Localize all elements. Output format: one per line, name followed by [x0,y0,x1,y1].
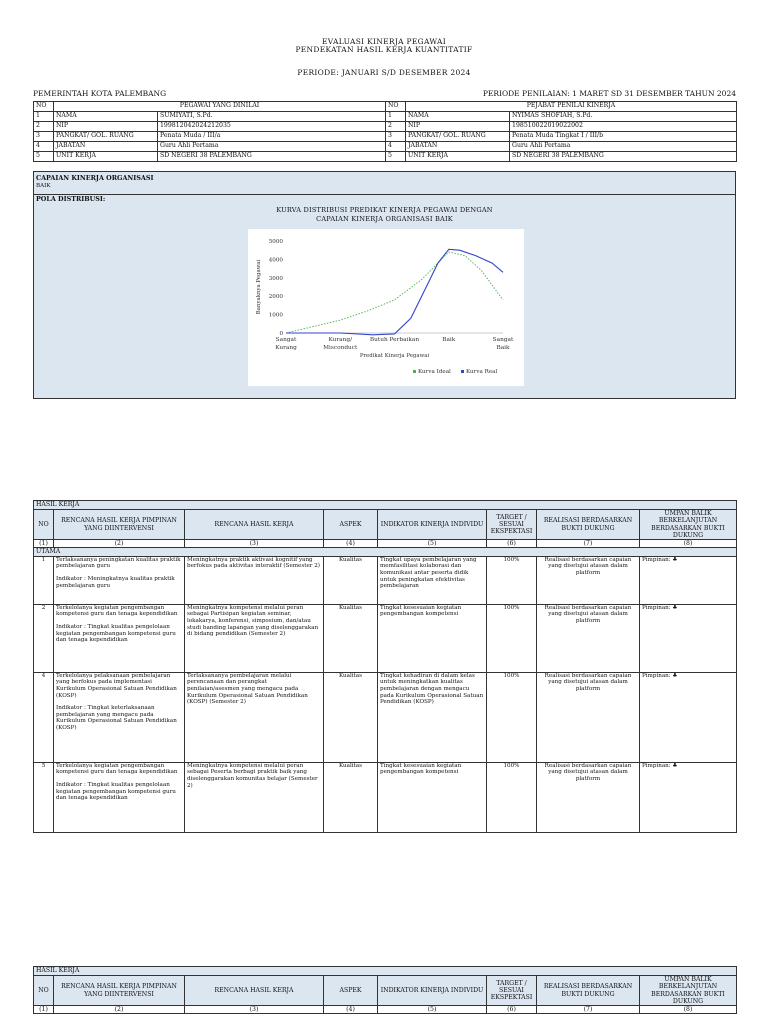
column-header: REALISASI BERDASARKAN BUKTI DUKUNG [537,510,640,540]
rated-employee-value: SUMIYATI, S.Pd. [158,112,386,122]
field-label: NIP [54,122,158,132]
leader-indicator-text: Indikator : Meningkatnya kualitas praktik pembelajaran guru [56,575,175,589]
x-tick-label: Baik [442,337,456,343]
aspect: Kualitas [324,604,378,672]
individual-indicator: Tingkat kesesuaian kegiatan pengembangan kompetensi [378,604,487,672]
rated-employee-value: Penata Muda / III/a [158,132,386,142]
band-label: UTAMA [34,548,737,556]
leader-plan-cell [54,762,185,832]
leader-plan-text: Terkelolanya kegiatan pengembangan kompetensi guru dan tenaga kependidikan [56,762,178,776]
y-tick-label: 4000 [268,257,283,264]
column-number: (5) [378,540,487,548]
leader-plan-text: Terlaksananya peningkatan kualitas praktik pembelajaran guru [56,556,181,570]
column-number: (4) [324,1006,378,1014]
column-number: (2) [54,1006,185,1014]
y-tick-label: 0 [279,331,283,337]
leader-plan-text: Terkelolanya pelaksanaan pembelajaran yang berfokus pada implementasi Kurikulum Operasional Satuan Pendidikan (KOSP) [56,672,177,699]
y-tick-label: 5000 [268,239,283,245]
column-header: RENCANA HASIL KERJA PIMPINAN YANG DIINTERVENSI [54,510,185,540]
field-label: PANGKAT/ GOL. RUANG [406,132,510,142]
row-number: 5 [386,152,406,162]
no-heading: NO [386,102,406,112]
column-number: (4) [324,540,378,548]
row-number: 2 [34,604,54,672]
field-label: UNIT KERJA [54,152,158,162]
identity-row [34,132,737,142]
row-number: 2 [34,122,54,132]
row-number: 2 [386,122,406,132]
band-row [34,548,737,556]
column-number: (6) [487,540,537,548]
column-number: (8) [640,540,737,548]
assessment-period: PERIODE PENILAIAN: 1 MARET SD 31 DESEMBER TAHUN 2024 [482,89,736,98]
leader-plan-cell [54,672,185,762]
work-plan: Meningkatnya kompetensi melalui peran sebagai Peserta berbagi praktik baik yang diselenggarakan komunitas belajar (Semester 2) [185,762,324,832]
aspect: Kualitas [324,672,378,762]
doc-subtitle: PENDEKATAN HASIL KERJA KUANTITATIF [295,45,473,54]
identity-row [34,122,737,132]
row-number: 1 [386,112,406,122]
header-row [34,510,737,540]
column-number: (2) [54,540,185,548]
y-tick-label: 2000 [268,294,283,301]
section-label-row [34,501,737,510]
leader-indicator-text: Indikator : Tingkat keterlaksanaan pembelajaran yang mengacu pada Kurikulum Operasional Satuan Pendidikan (KOSP) [56,705,177,731]
column-header: INDIKATOR KINERJA INDIVIDU [378,510,487,540]
column-number-row [34,540,737,548]
column-number: (8) [640,1006,737,1014]
distribution-chart [248,229,524,386]
column-number: (7) [537,540,640,548]
work-plan: Terlaksananya pembelajaran melalui perencanaan dan perangkat penilaian/asesmen yang mengacu pada Kurikulum Operasional Satuan Pendidikan (KOSP) (Semester 2) [185,672,324,762]
identity-body [34,112,737,162]
rater-value: 198510022019022002 [510,122,737,132]
column-header: RENCANA HASIL KERJA PIMPINAN YANG DIINTERVENSI [54,976,185,1006]
column-header: TARGET / SESUAI EKSPEKTASI [487,510,537,540]
real-curve-line [286,249,503,334]
org-performance-label: CAPAIAN KINERJA ORGANISASI [36,174,154,182]
column-number: (5) [378,1006,487,1014]
rated-employee-heading: PEGAWAI YANG DINILAI [54,102,386,112]
legend-ideal-label: Kurva Ideal [418,369,451,375]
row-number: 4 [34,672,54,762]
column-header: ASPEK [324,510,378,540]
leader-plan-text: Terkelolanya kegiatan pengembangan kompetensi guru dan tenaga kependidikan [56,604,178,618]
row-number: 1 [34,112,54,122]
column-number: (3) [185,540,324,548]
x-tick-label: Kurang/ Misconduct [323,337,358,351]
doc-title: EVALUASI KINERJA PEGAWAI [322,37,446,46]
x-tick-label: Sangat Kurang [275,337,297,351]
field-label: UNIT KERJA [406,152,510,162]
x-tick-label: Butuh Perbaikan [369,337,420,343]
legend-ideal-swatch [413,370,416,373]
column-header: TARGET / SESUAI EKSPEKTASI [487,976,537,1006]
column-number-row [34,1006,737,1014]
target: 100% [487,604,537,672]
column-number: (3) [185,1006,324,1014]
individual-indicator: Tingkat kesesuaian kegiatan pengembangan kompetensi [378,762,487,832]
row-number: 3 [34,132,54,142]
column-header: NO [34,976,54,1006]
leader-plan-cell [54,604,185,672]
column-header: REALISASI BERDASARKAN BUKTI DUKUNG [537,976,640,1006]
org-performance-value: BAIK [36,183,51,189]
feedback: Pimpinan: ♣ [640,672,737,762]
section-label-row [34,967,737,976]
leader-plan-cell [54,556,185,604]
rater-heading: PEJABAT PENILAI KINERJA [406,102,737,112]
leader-indicator-text: Indikator : Tingkat kualitas pengelolaan kegiatan pengembangan kompetensi guru dan tenaga kependidikan [56,781,176,802]
work-row [34,604,737,672]
chart-title-line-1: KURVA DISTRIBUSI PREDIKAT KINERJA PEGAWAI DENGAN [276,206,493,214]
header-row [34,976,737,1006]
feedback: Pimpinan: ♣ [640,556,737,604]
feedback: Pimpinan: ♣ [640,604,737,672]
work-row [34,556,737,604]
column-header: INDIKATOR KINERJA INDIVIDU [378,976,487,1006]
column-header: NO [34,510,54,540]
row-number: 4 [34,142,54,152]
doc-period: PERIODE: JANUARI S/D DESEMBER 2024 [297,68,471,77]
row-number: 1 [34,556,54,604]
section-label: HASIL KERJA [34,501,737,510]
work-rows [34,556,737,832]
column-header: ASPEK [324,976,378,1006]
realization: Realisasi berdasarkan capaian yang disetujui atasan dalam platform [537,672,640,762]
individual-indicator: Tingkat kehadiran di dalam kelas untuk meningkatkan kualitas pembelajaran dengan mengacu pada Kurikulum Operasional Satuan Pendidikan (KOSP) [378,672,487,762]
field-label: NAMA [406,112,510,122]
identity-table [33,101,737,162]
legend-real-label: Kurva Real [466,369,498,375]
rated-employee-value: SD NEGERI 38 PALEMBANG [158,152,386,162]
leader-indicator-text: Indikator : Tingkat kualitas pengelolaan kegiatan pengembangan kompetensi guru dan tenaga kependidikan [56,623,176,644]
legend-real-swatch [461,370,464,373]
realization: Realisasi berdasarkan capaian yang disetujui atasan dalam platform [537,556,640,604]
rater-value: SD NEGERI 38 PALEMBANG [510,152,737,162]
chart-title-line-2: CAPAIAN KINERJA ORGANISASI BAIK [316,215,453,223]
field-label: PANGKAT/ GOL. RUANG [54,132,158,142]
field-label: NAMA [54,112,158,122]
government-name: PEMERINTAH KOTA PALEMBANG [33,89,167,98]
realization: Realisasi berdasarkan capaian yang disetujui atasan dalam platform [537,762,640,832]
rated-employee-value: 199812042024212035 [158,122,386,132]
target: 100% [487,672,537,762]
row-number: 4 [386,142,406,152]
x-axis-title: Predikat Kinerja Pegawai [359,353,430,359]
identity-row [34,112,737,122]
field-label: NIP [406,122,510,132]
row-number: 5 [34,762,54,832]
column-header: RENCANA HASIL KERJA [185,510,324,540]
no-heading: NO [34,102,54,112]
work-results-table-continued [33,966,737,1014]
divider [34,194,735,195]
column-header: RENCANA HASIL KERJA [185,976,324,1006]
chart-title [34,206,735,224]
ideal-curve-line [286,252,503,333]
work-row [34,672,737,762]
rater-value: Guru Ahli Pertama [510,142,737,152]
row-number: 5 [34,152,54,162]
identity-row [34,142,737,152]
work-results-table [33,500,737,833]
work-plan: Meningkatnya praktik aktivasi kognitif yang berfokus pada aktivitas interaktif (Semester 2) [185,556,324,604]
aspect: Kualitas [324,556,378,604]
target: 100% [487,556,537,604]
column-header: UMPAN BALIK BERKELANJUTAN BERDASARKAN BUKTI DUKUNG [640,510,737,540]
realization: Realisasi berdasarkan capaian yang disetujui atasan dalam platform [537,604,640,672]
y-tick-label: 3000 [268,275,283,282]
work-row [34,762,737,832]
column-number: (1) [34,540,54,548]
organization-performance-panel [33,171,736,399]
distribution-chart-svg [248,229,524,386]
identity-header-row [34,102,737,112]
individual-indicator: Tingkat upaya pembelajaran yang memfasilitasi kolaborasi dan komunikasi antar peserta didik untuk peningkatan efektivitas pembelajaran [378,556,487,604]
column-number: (6) [487,1006,537,1014]
row-number: 3 [386,132,406,142]
y-tick-label: 1000 [268,312,283,319]
work-plan: Meningkatnya kompetensi melalui peran sebagai Partisipan kegiatan seminar, lokakarya, konferensi, simposium, dan/atau studi banding lapangan yang diselenggarakan di bidang pendidikan (Semester 2) [185,604,324,672]
x-tick-label: Sangat Baik [492,337,514,351]
aspect: Kualitas [324,762,378,832]
section-label: HASIL KERJA [34,967,737,976]
feedback: Pimpinan: ♣ [640,762,737,832]
column-number: (1) [34,1006,54,1014]
field-label: JABATAN [406,142,510,152]
distribution-label: POLA DISTRIBUSI: [36,195,106,203]
rater-value: Penata Muda Tingkat I / III/b [510,132,737,142]
y-axis-title: Banyaknya Pegawai [256,259,262,315]
field-label: JABATAN [54,142,158,152]
rated-employee-value: Guru Ahli Pertama [158,142,386,152]
column-number: (7) [537,1006,640,1014]
identity-row [34,152,737,162]
column-header: UMPAN BALIK BERKELANJUTAN BERDASARKAN BUKTI DUKUNG [640,976,737,1006]
rater-value: NYIMAS SHOFIAH, S.Pd. [510,112,737,122]
target: 100% [487,762,537,832]
